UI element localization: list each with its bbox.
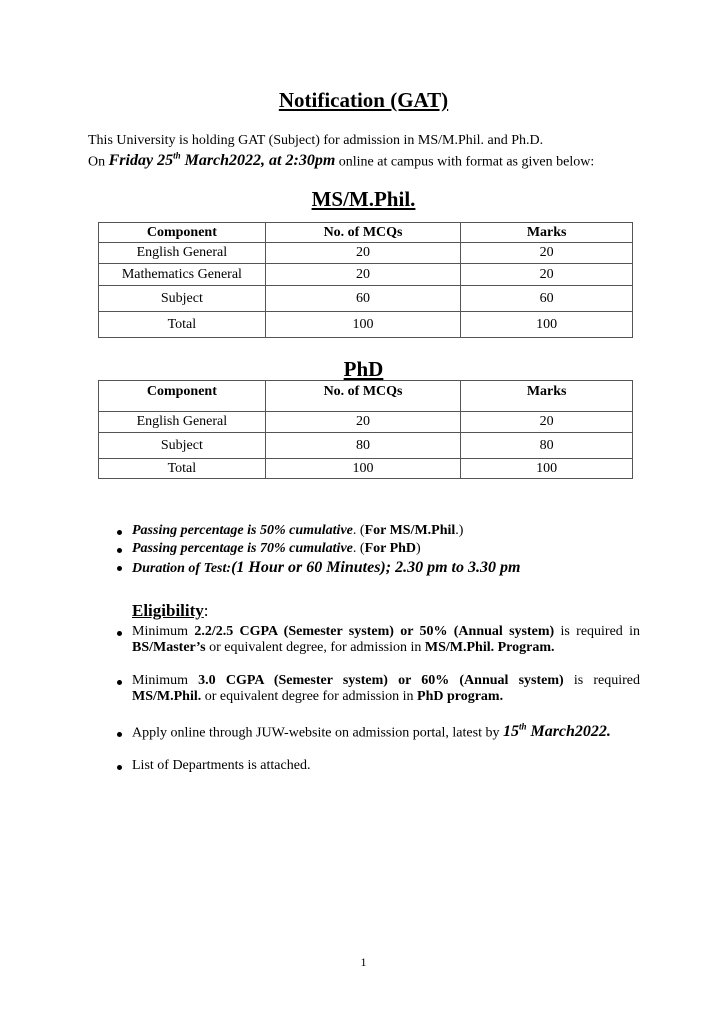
- phd-heading: PhD: [343, 357, 384, 381]
- table-cell: Mathematics General: [99, 264, 266, 286]
- eligibility-heading: Eligibility:: [132, 601, 209, 620]
- table-cell: 20: [461, 412, 633, 433]
- table-row: [99, 243, 633, 264]
- table-cell: English General: [99, 412, 266, 433]
- table-cell: Total: [99, 459, 266, 479]
- table-cell: 100: [265, 312, 461, 338]
- header-cell: Component: [99, 381, 266, 412]
- table-cell: 20: [265, 243, 461, 264]
- table-row: [99, 312, 633, 338]
- exam-date: Friday 25th March2022, at 2:30pm: [108, 151, 336, 170]
- table-cell: 100: [265, 459, 461, 479]
- phd-table: [98, 380, 633, 479]
- header-cell: No. of MCQs: [265, 381, 461, 412]
- ms-table: [98, 222, 633, 338]
- intro-line-2: [88, 151, 594, 170]
- table-cell: 20: [265, 264, 461, 286]
- intro-on: On: [88, 154, 109, 170]
- header-cell: No. of MCQs: [265, 223, 461, 243]
- eligibility-list: [108, 624, 640, 774]
- list-item: Duration of Test:(1 Hour or 60 Minutes); 2.30 pm to 3.30 pm: [108, 559, 628, 577]
- list-item: Minimum 2.2/2.5 CGPA (Semester system) or 50% (Annual system) is required in BS/Master’s or equivalent degree, for admission in MS/M.Phil. Program.: [108, 624, 640, 656]
- intro-tail: online at campus with format as given below:: [335, 154, 595, 170]
- header-cell: Component: [99, 223, 266, 243]
- table-row: [99, 433, 633, 459]
- header-cell: Marks: [461, 381, 633, 412]
- table-cell: 60: [461, 286, 633, 312]
- table-cell: Subject: [99, 433, 266, 459]
- table-cell: 20: [461, 243, 633, 264]
- table-cell: 20: [265, 412, 461, 433]
- table-cell: Total: [99, 312, 266, 338]
- table-cell: Subject: [99, 286, 266, 312]
- table-cell: 20: [461, 264, 633, 286]
- list-item: Passing percentage is 70% cumulative. (For PhD): [108, 541, 628, 557]
- table-row: [99, 286, 633, 312]
- list-item: Passing percentage is 50% cumulative. (For MS/M.Phil.): [108, 523, 628, 539]
- passing-criteria-list: [108, 523, 628, 579]
- header-cell: Marks: [461, 223, 633, 243]
- table-cell: 100: [461, 459, 633, 479]
- page-title: Notification (GAT): [278, 88, 449, 112]
- list-item: List of Departments is attached.: [108, 758, 640, 774]
- table-cell: 60: [265, 286, 461, 312]
- page-number: 1: [360, 955, 367, 969]
- table-cell: 100: [461, 312, 633, 338]
- table-row: [99, 412, 633, 433]
- list-item: Apply online through JUW-website on admission portal, latest by 15th March2022.: [108, 722, 640, 741]
- list-item: Minimum 3.0 CGPA (Semester system) or 60% (Annual system) is required MS/M.Phil. or equivalent degree for admission in PhD program.: [108, 673, 640, 705]
- table-row: [99, 264, 633, 286]
- table-cell: 80: [265, 433, 461, 459]
- intro-line-1: This University is holding GAT (Subject) for admission in MS/M.Phil. and Ph.D.: [88, 133, 544, 148]
- table-header-row: [99, 381, 633, 412]
- table-header-row: [99, 223, 633, 243]
- table-cell: 80: [461, 433, 633, 459]
- table-cell: English General: [99, 243, 266, 264]
- table-row: [99, 459, 633, 479]
- ms-heading: MS/M.Phil.: [311, 187, 416, 211]
